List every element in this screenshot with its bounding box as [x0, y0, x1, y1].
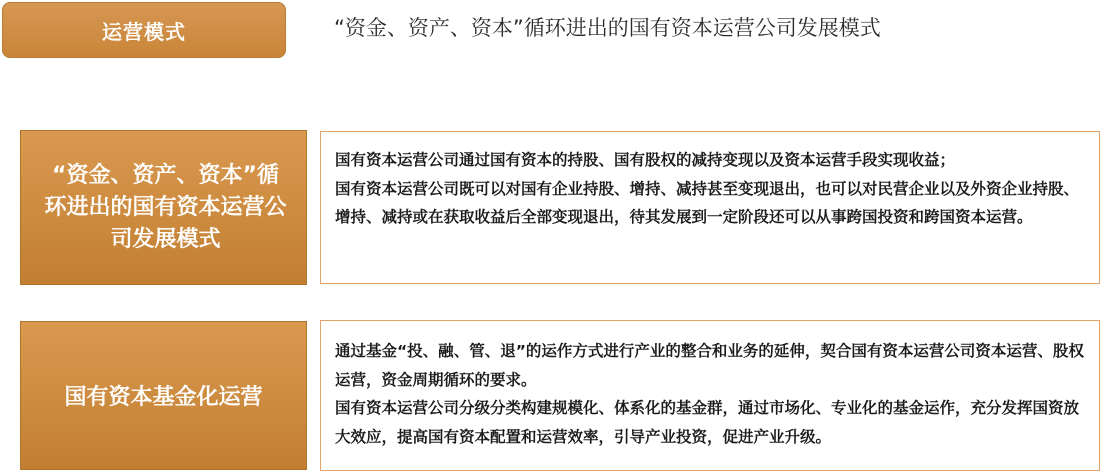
- row-label-text: 国有资本基金化运营: [64, 385, 263, 410]
- description-paragraph: 国有资本运营公司既可以对国有企业持股、增持、减持甚至变现退出，也可以对民营企业以及外资企业持股、增持、减持或在获取收益后全部变现退出，待其发展到一定阶段还可以从事跨国投资和跨国资本运营。: [335, 179, 1080, 226]
- page-title: “资金、资产、资本”循环进出的国有资本运营公司发展模式: [334, 16, 881, 40]
- row-description-fund-operation: [320, 320, 1100, 471]
- section-tag-label: 运营模式: [102, 19, 186, 44]
- description-paragraph: 通过基金“投、融、管、退”的运作方式进行产业的整合和业务的延伸，契合国有资本运营公司资本运营、股权运营，资金周期循环的要求。: [335, 342, 1084, 389]
- row-description-capital-cycle: [320, 131, 1100, 284]
- description-paragraph: 国有资本运营公司分级分类构建规模化、体系化的基金群，通过市场化、专业化的基金运作，充分发挥国资放大效应，提高国有资本配置和运营效率，引导产业投资，促进产业升级。: [335, 399, 1080, 446]
- description-paragraph: 国有资本运营公司通过国有资本的持股、国有股权的减持变现以及资本运营手段实现收益；: [335, 151, 956, 169]
- row-label-capital-cycle: [20, 130, 307, 285]
- row-label-fund-operation: [20, 321, 307, 470]
- row-label-text: “资金、资产、资本”循环进出的国有资本运营公司发展模式: [44, 162, 287, 252]
- section-tag: [2, 2, 286, 58]
